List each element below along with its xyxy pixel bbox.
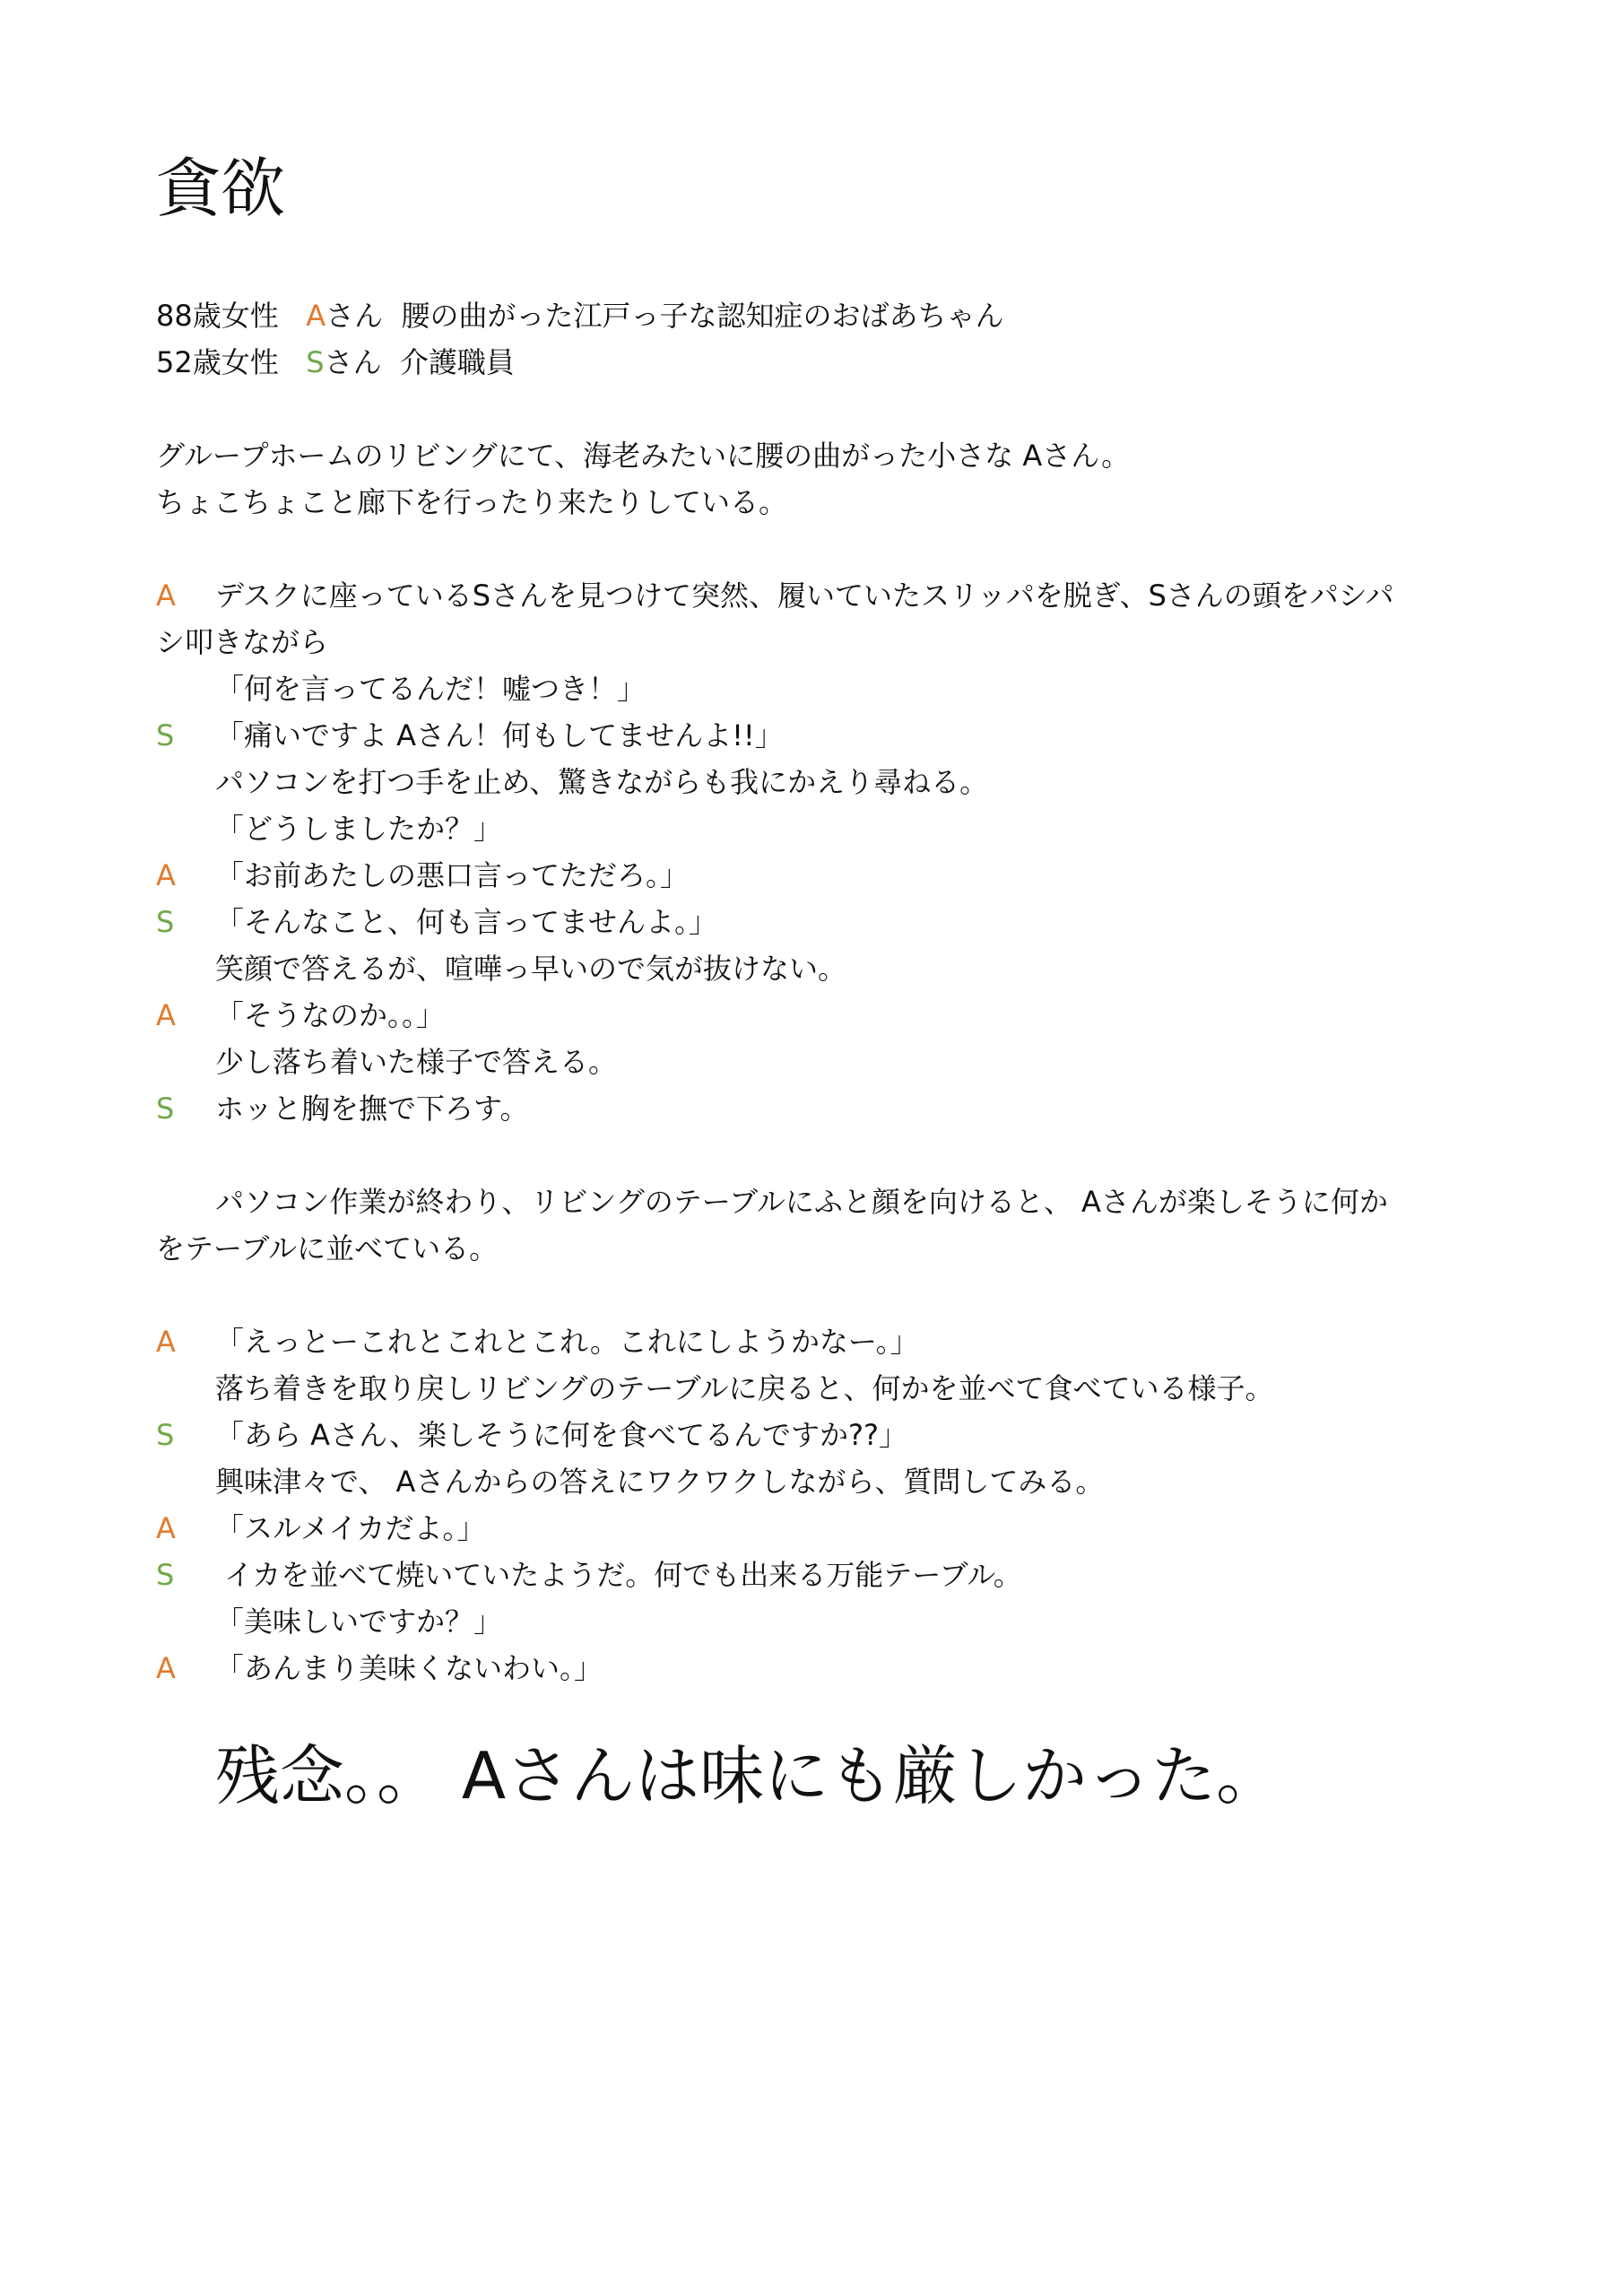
line-text: 「何を言ってるんだ！嘘つき！」: [215, 672, 647, 706]
speaker-a: A: [156, 1651, 176, 1685]
dialogue-line: [156, 1645, 603, 1692]
line-text: 少し落ち着いた様子で答える。: [215, 1045, 618, 1079]
line-text: 「スルメイカだよ。」: [215, 1511, 486, 1545]
cast-suffix: さん: [324, 345, 382, 379]
finale-line: 残念。。 Aさんは味にも厳しかった。: [215, 1738, 1281, 1813]
line-text: パソコンを打つ手を止め、驚きながらも我にかえり尋ねる。: [215, 765, 989, 799]
line-text: 「そんなこと、何も言ってませんよ。」: [215, 905, 718, 939]
line-text: ホッと胸を撫で下ろす。: [215, 1091, 529, 1126]
document-title: 貪欲: [156, 151, 286, 226]
line-text: 笑顔で答えるが、喧嘩っ早いので気が抜けない。: [215, 952, 847, 986]
narration-line: [156, 1178, 1388, 1225]
narration-line: をテーブルに並べている。: [156, 1231, 499, 1265]
dialogue-line: [156, 1458, 1104, 1505]
cast-desc: 腰の曲がった江戸っ子な認知症のおばあちゃん: [401, 299, 1004, 333]
intro-line: ちょこちょこと廊下を行ったり来たりしている。: [156, 485, 788, 519]
dialogue-line: [156, 1598, 502, 1645]
speaker-a: A: [156, 578, 176, 613]
dialogue-line: [156, 1085, 528, 1132]
line-text: 「美味しいですか？」: [215, 1605, 503, 1639]
dialogue-line: [156, 1505, 485, 1552]
cast-letter: S: [306, 345, 325, 379]
line-text: 「えっとーこれとこれとこれ。これにしようかなー。」: [215, 1325, 919, 1359]
cast-letter: A: [306, 299, 326, 333]
line-text: 「そうなのか。。」: [215, 998, 446, 1032]
dialogue-line: [156, 899, 717, 945]
line-text: 興味津々で、 Aさんからの答えにワクワクしながら、質問してみる。: [215, 1465, 1105, 1499]
dialogue-line: [156, 1412, 907, 1458]
speaker-a: A: [156, 858, 176, 892]
speaker-s: S: [156, 905, 175, 939]
dialogue-line: [156, 852, 689, 899]
dialogue-line: [156, 945, 846, 992]
speaker-s: S: [156, 1558, 175, 1592]
line-text: イカを並べて焼いていたようだ。何でも出来る万能テーブル。: [215, 1558, 1022, 1592]
cast-suffix: さん: [325, 299, 384, 333]
line-text: 「お前あたしの悪口言ってただろ。」: [215, 858, 690, 892]
intro-line: グループホームのリビングにて、海老みたいに腰の曲がった小さな Aさん。: [156, 439, 1131, 473]
dialogue-line: [156, 759, 988, 805]
cast-desc: 介護職員: [399, 345, 515, 379]
dialogue-line: [156, 992, 445, 1039]
line-text: デスクに座っているSさんを見つけて突然、履いていたスリッパを脱ぎ、Sさんの頭をパシパ: [215, 578, 1394, 613]
line-text: 落ち着きを取り戻しリビングのテーブルに戻ると、何かを並べて食べている様子。: [215, 1371, 1274, 1405]
speaker-s: S: [156, 1091, 175, 1126]
dialogue-line: [156, 1552, 1022, 1598]
dialogue-line: [156, 665, 646, 712]
dialogue-line-continued: シ叩きながら: [156, 625, 329, 659]
line-text: 「あんまり美味くないわい。」: [215, 1651, 603, 1685]
dialogue-line: [156, 712, 784, 759]
cast-age: 52歳女性: [156, 345, 279, 379]
dialogue-line: [156, 1039, 617, 1085]
cast-line-a: [156, 292, 1004, 339]
speaker-a: A: [156, 998, 176, 1032]
line-text: パソコン作業が終わり、リビングのテーブルにふと顔を向けると、 Aさんが楽しそうに何か: [215, 1185, 1388, 1219]
line-text: 「痛いですよ Aさん！何もしてませんよ!!」: [215, 718, 784, 752]
cast-age: 88歳女性: [156, 299, 279, 333]
speaker-a: A: [156, 1511, 176, 1545]
line-text: 「あら Aさん、楽しそうに何を食べてるんですか??」: [215, 1418, 907, 1452]
dialogue-line: [156, 1318, 919, 1365]
cast-line-s: [156, 339, 515, 386]
line-text: 「どうしましたか？」: [215, 812, 503, 846]
speaker-s: S: [156, 718, 175, 752]
speaker-s: S: [156, 1418, 175, 1452]
dialogue-line: [156, 1365, 1273, 1412]
dialogue-line: [156, 572, 1394, 619]
speaker-a: A: [156, 1325, 176, 1359]
dialogue-line: [156, 805, 502, 852]
